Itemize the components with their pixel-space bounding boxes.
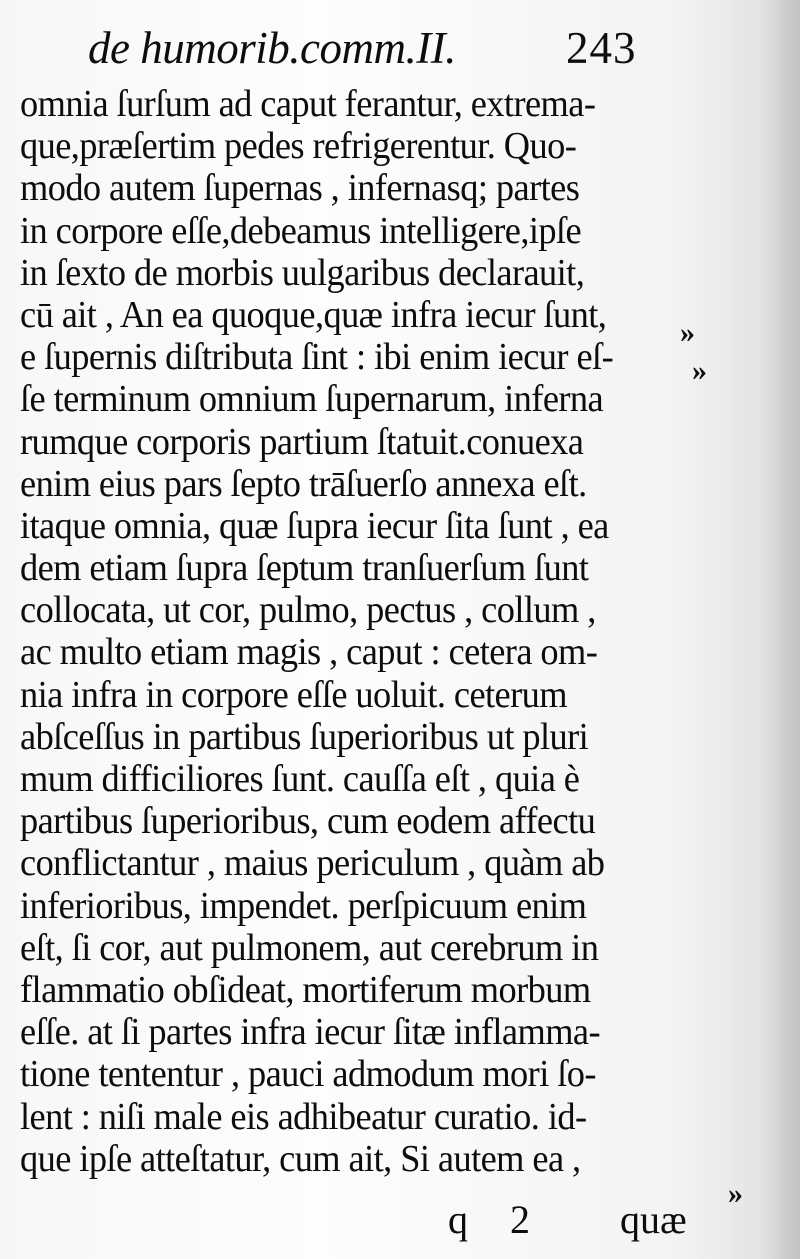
page-number: 243 <box>566 23 637 73</box>
signature-mark: q 2 <box>448 1197 546 1242</box>
text-line: eſſe. at ſi partes infra iecur ſitæ inflamma- <box>20 1011 601 1054</box>
text-line: que ipſe atteſtatur, cum ait, Si autem ea , <box>20 1137 581 1180</box>
text-line: partibus ſuperioribus, cum eodem affectu <box>20 800 596 843</box>
text-line: abſceſſus in partibus ſuperioribus ut pluri <box>20 715 589 758</box>
text-line: inferioribus, impendet. perſpicuum enim <box>20 884 587 927</box>
body-text <box>20 83 710 1180</box>
text-line: que,præſertim pedes refrigerentur. Quo- <box>20 125 577 168</box>
text-line: enim eius pars ſepto trāſuerſo annexa eſt. <box>20 462 587 505</box>
text-line: in corpore eſſe,debeamus intelligere,ipſe <box>20 209 582 252</box>
text-line: tione tententur , pauci admodum mori ſo- <box>20 1053 596 1096</box>
text-line: modo autem ſupernas , infernasq; partes <box>20 167 580 210</box>
text-line: ac multo etiam magis , caput : cetera om- <box>20 631 598 674</box>
quotation-mark: » <box>680 316 695 349</box>
text-line: collocata, ut cor, pulmo, pectus , collum , <box>20 589 596 632</box>
page-footer <box>440 1196 720 1246</box>
text-line: dem etiam ſupra ſeptum tranſuerſum ſunt <box>20 547 589 590</box>
text-line: eſt, ſi cor, aut pulmonem, aut cerebrum in <box>20 926 599 969</box>
running-head <box>88 22 658 82</box>
text-line: conflictantur , maius periculum , quàm ab <box>20 842 605 885</box>
quotation-mark: » <box>728 1177 743 1210</box>
text-line: lent : niſi male eis adhibeatur curatio. id- <box>20 1095 587 1138</box>
quotation-mark: » <box>692 354 707 387</box>
text-line: mum difficiliores ſunt. cauſſa eſt , quia è <box>20 758 580 800</box>
text-line: omnia ſurſum ad caput ferantur, extrema- <box>20 83 596 125</box>
running-title: de humorib.comm.II. <box>88 23 456 73</box>
text-line: in ſexto de morbis uulgaribus declarauit, <box>20 251 585 294</box>
text-line: ſe terminum omnium ſupernarum, inferna <box>20 378 604 421</box>
text-line: itaque omnia, quæ ſupra iecur ſita ſunt , ea <box>20 504 609 547</box>
text-line: nia infra in corpore eſſe uoluit. ceterum <box>20 673 567 716</box>
text-line: rumque corporis partium ſtatuit.conuexa <box>20 420 584 463</box>
text-line: flammatio obſideat, mortiferum morbum <box>20 968 591 1011</box>
text-line: cū ait , An ea quoque,quæ infra iecur ſunt, <box>20 293 607 336</box>
text-line: e ſupernis diſtributa ſint : ibi enim iecur eſ- <box>20 336 614 379</box>
catchword: quæ <box>620 1197 687 1242</box>
